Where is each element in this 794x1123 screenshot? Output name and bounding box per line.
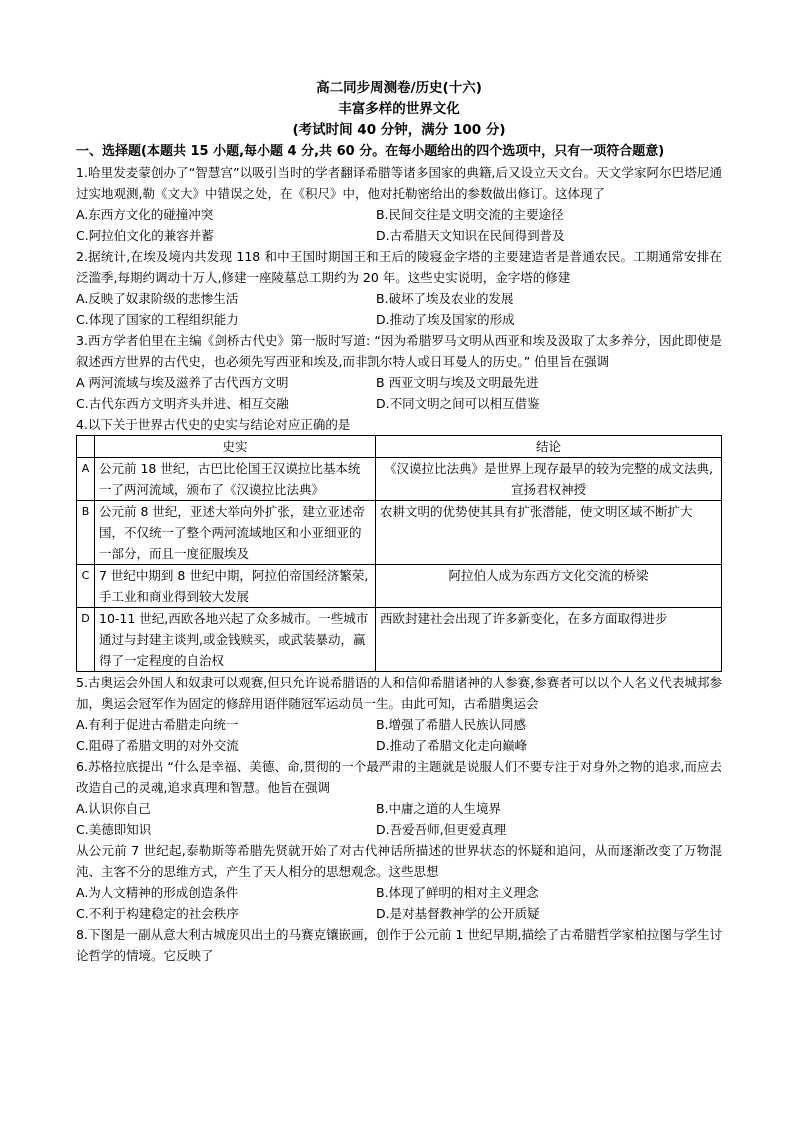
question-2-options xyxy=(76,288,722,330)
question-5-stem: 5.古奥运会外国人和奴隶可以观赛,但只允许说希腊语的人和信仰希腊诸神的人参赛,参赛者可以以个人名义代表城邦参加，奥运会冠军作为固定的修辞用语伴随冠军运动员一生。由此可知，古希腊奥运会 xyxy=(76,675,722,711)
option-c: C.不利于构建稳定的社会秩序 xyxy=(76,906,239,921)
table-row xyxy=(77,608,722,672)
option-b: B.增强了希腊人民族认同感 xyxy=(376,717,527,732)
question-7-options xyxy=(76,882,722,924)
row-fact: 公元前 18 世纪，古巴比伦国王汉谟拉比基本统一了两河流域，颁布了《汉谟拉比法典》 xyxy=(95,458,376,501)
question-4-table xyxy=(76,435,722,672)
question-8-stem: 8.下图是一副从意大利古城庞贝出土的马赛克镶嵌画，创作于公元前 1 世纪早期,描绘了古希腊哲学家柏拉图与学生讨论哲学的情境。它反映了 xyxy=(76,927,722,963)
option-a: A.反映了奴隶阶级的悲惨生活 xyxy=(76,291,239,306)
option-d: D.不同文明之间可以相互借鉴 xyxy=(376,396,540,411)
question-1-options xyxy=(76,204,722,246)
option-c: C.古代东西方文明齐头并进、相互交融 xyxy=(76,396,289,411)
exam-title: 高二同步周测卷/历史(十六) xyxy=(316,80,482,96)
option-b: B.民间交往是文明交流的主要途径 xyxy=(376,207,564,222)
table-header-row xyxy=(77,436,722,458)
section-heading: 一、选择题(本题共 15 小题,每小题 4 分,共 60 分。在每小题给出的四个选项中，只有一项符合题意) xyxy=(76,144,665,159)
option-d: D.吾爱吾师,但更爱真理 xyxy=(376,822,507,837)
option-a: A.有利于促进古希腊走向统一 xyxy=(76,717,239,732)
row-conclusion: 西欧封建社会出现了许多新变化，在多方面取得进步 xyxy=(376,608,722,672)
row-conclusion: 《汉谟拉比法典》是世界上现存最早的较为完整的成文法典,宣扬君权神授 xyxy=(376,458,722,501)
row-fact: 公元前 8 世纪，亚述大举向外扩张，建立亚述帝国，不仅统一了整个两河流域地区和小亚细亚的一部分，而且一度征服埃及 xyxy=(95,501,376,565)
option-d: D.是对基督教神学的公开质疑 xyxy=(376,906,540,921)
table-header-conclusion: 结论 xyxy=(376,436,722,458)
row-label: B xyxy=(77,501,95,565)
question-3-options xyxy=(76,372,722,414)
option-d: D.推动了埃及国家的形成 xyxy=(376,312,515,327)
row-label: A xyxy=(77,458,95,501)
exam-subtitle: 丰富多样的世界文化 xyxy=(338,101,460,117)
option-a: A.认识你自己 xyxy=(76,801,151,816)
exam-page xyxy=(76,78,722,966)
question-6-options xyxy=(76,798,722,840)
option-b: B.中庸之道的人生境界 xyxy=(376,801,502,816)
exam-info: (考试时间 40 分钟，满分 100 分) xyxy=(292,122,506,138)
option-b: B.体现了鲜明的相对主义理念 xyxy=(376,885,539,900)
question-3-stem: 3.西方学者伯里在主编《剑桥古代史》第一版时写道: “因为希腊罗马文明从西亚和埃及汲取了太多养分，因此即使是叙述西方世界的古代史，也必须先写西亚和埃及,而非凯尔特人或日耳曼人的历史。” 伯里旨在强调 xyxy=(76,333,722,369)
option-a: A.东西方文化的碰撞冲突 xyxy=(76,207,214,222)
row-fact: 10-11 世纪,西欧各地兴起了众多城市。一些城市通过与封建主谈判,或金钱赎买，或武装暴动，赢得了一定程度的自治权 xyxy=(95,608,376,672)
row-conclusion: 农耕文明的优势使其具有扩张潜能，使文明区域不断扩大 xyxy=(376,501,722,565)
row-conclusion: 阿拉伯人成为东西方文化交流的桥梁 xyxy=(376,565,722,608)
table-row xyxy=(77,565,722,608)
table-row xyxy=(77,458,722,501)
option-c: C.美德即知识 xyxy=(76,822,152,837)
table-row xyxy=(77,501,722,565)
option-d: D.古希腊天文知识在民间得到普及 xyxy=(376,228,565,243)
option-c: C.体现了国家的工程组织能力 xyxy=(76,312,239,327)
option-c: C.阿拉伯文化的兼容并蓄 xyxy=(76,228,214,243)
question-1-stem: 1.哈里发麦蒙创办了“智慧宫”以吸引当时的学者翻译希腊等诸多国家的典籍,后又设立天文台。天文学家阿尔巴塔尼通过实地观测,勒《文大》中错误之处，在《积尺》中，他对托勒密给出的参数做出修订。这体现了 xyxy=(76,165,722,201)
option-c: C.阻碍了希腊文明的对外交流 xyxy=(76,738,239,753)
table-header-fact: 史实 xyxy=(95,436,376,458)
row-label: C xyxy=(77,565,95,608)
row-label: D xyxy=(77,608,95,672)
option-a: A 两河流域与埃及滋养了古代西方文明 xyxy=(76,375,289,390)
option-d: D.推动了希腊文化走向巅峰 xyxy=(376,738,528,753)
question-4-stem: 4.以下关于世界古代史的史实与结论对应正确的是 xyxy=(76,417,351,432)
question-7-stem: 从公元前 7 世纪起,泰勒斯等希腊先贤就开始了对古代神话所描述的世界状态的怀疑和追问，从而逐渐改变了万物混沌、主客不分的思维方式，产生了天人相分的思想观念。这些思想 xyxy=(76,843,722,879)
table-header-label xyxy=(77,436,95,458)
question-6-stem: 6.苏格拉底提出 “什么是幸福、美德、命,贯彻的一个最严肃的主题就是说服人们不要专注于对身外之物的追求,而应去改造自己的灵魂,追求真理和智慧。他旨在强调 xyxy=(76,759,722,795)
option-b: B.破坏了埃及农业的发展 xyxy=(376,291,514,306)
option-b: B 西亚文明与埃及文明最先进 xyxy=(376,375,539,390)
row-fact: 7 世纪中期到 8 世纪中期，阿拉伯帝国经济繁荣,手工业和商业得到较大发展 xyxy=(95,565,376,608)
question-2-stem: 2.据统计,在埃及境内共发现 118 和中王国时期国王和王后的陵寝金字塔的主要建造者是普通农民。工期通常安排在泛滥季,每期约调动十万人,修建一座陵墓总工期约为 20 年。这些史实说明，金字塔的修建 xyxy=(76,249,722,285)
option-a: A.为人文精神的形成创造条件 xyxy=(76,885,239,900)
question-5-options xyxy=(76,714,722,756)
